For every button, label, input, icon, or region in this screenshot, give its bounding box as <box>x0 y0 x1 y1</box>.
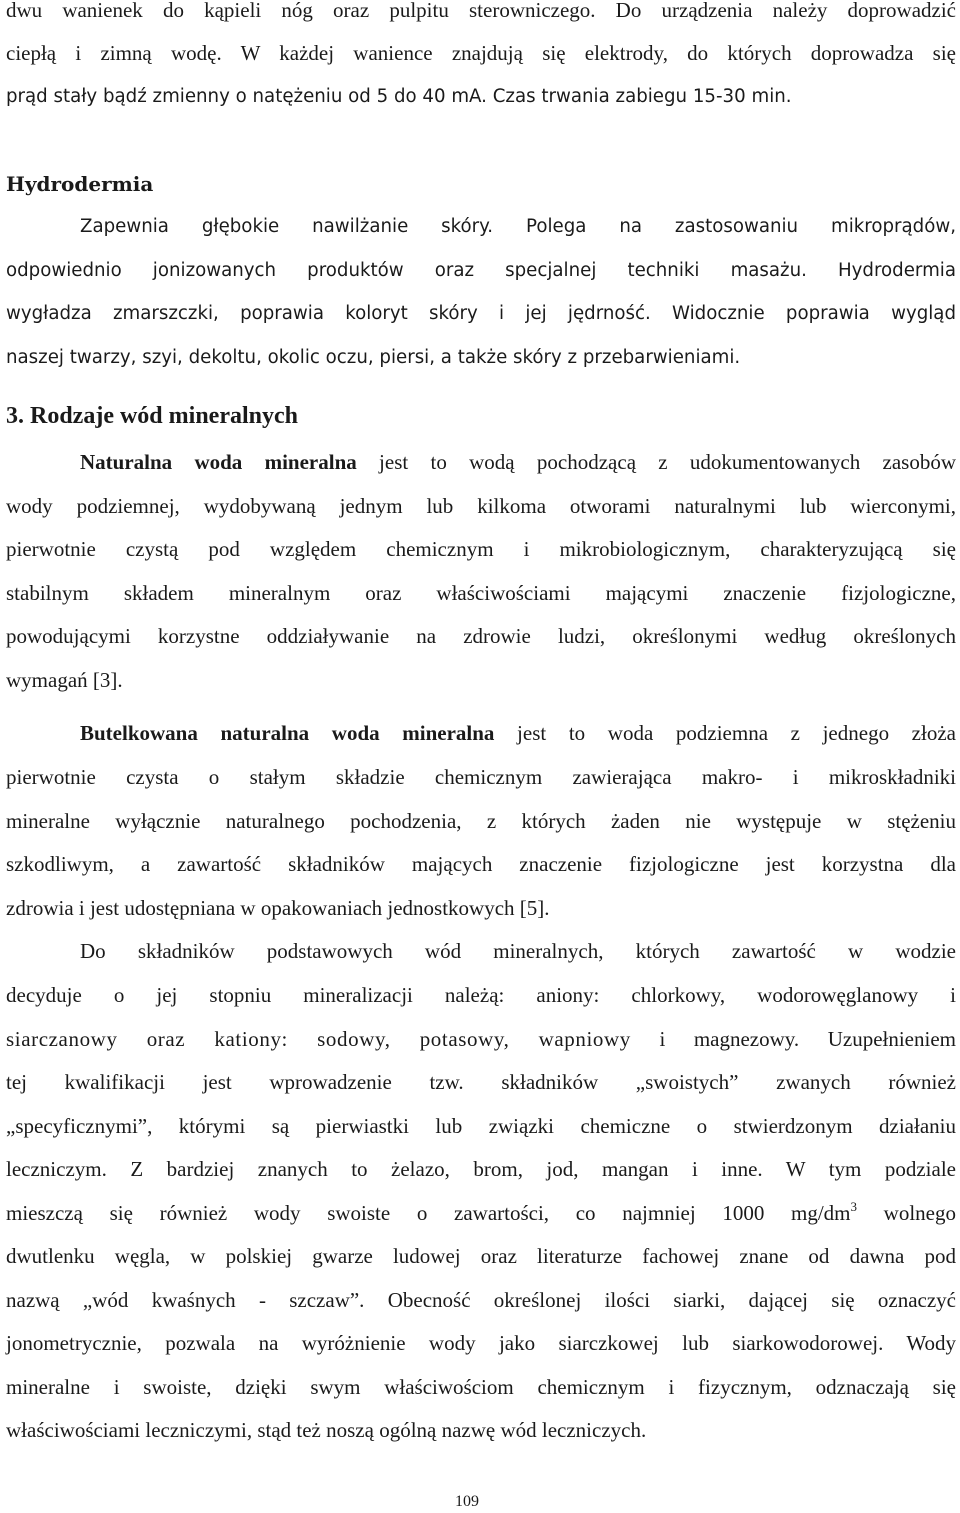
intro-line-2: ciepłą i zimną wodę. W każdej wanience znajdują się elektrody, do których doprowadza się <box>6 41 956 65</box>
p2-bold-term: Butelkowana naturalna woda mineralna <box>80 721 495 745</box>
p3-line-12: właściwościami leczniczymi, stąd też noszą ogólną nazwę wód leczniczych. <box>6 1418 647 1442</box>
p3-line-7a: mieszczą się również wody swoiste o zawartości, co najmniej 1000 mg/dm <box>6 1201 851 1225</box>
p1-first-rest: jest to wodą pochodzącą z udokumentowanych zasobów <box>356 450 956 474</box>
page-number: 109 <box>455 1493 479 1510</box>
intro-line-1: dwu wanienek do kąpieli nóg oraz pulpitu sterowniczego. Do urządzenia należy doprowadzić <box>6 0 956 22</box>
p3-line-8: dwutlenku węgla, w polskiej gwarze ludowej oraz literaturze fachowej znane od dawna pod <box>6 1244 956 1268</box>
p3-line-4: tej kwalifikacji jest wprowadzenie tzw. składników „swoistych” zwanych również <box>6 1070 956 1094</box>
p3-line-3b: i magnezowy. Uzupełnieniem <box>630 1027 956 1051</box>
p2-first-rest: jest to woda podziemna z jednego złoża <box>494 721 956 745</box>
hydrodermia-line-3: wygładza zmarszczki, poprawia koloryt skóry i jej jędrność. Widocznie poprawia wygląd <box>6 303 956 324</box>
p1-line-3: pierwotnie czystą pod względem chemicznym i mikrobiologicznym, charakteryzującą się <box>6 537 956 561</box>
superscript-3: 3 <box>850 1199 858 1214</box>
p3-line-6: leczniczym. Z bardziej znanych to żelazo, brom, jod, mangan i inne. W tym podziale <box>6 1157 956 1181</box>
p2-line-4: szkodliwym, a zawartość składników mających znaczenie fizjologiczne jest korzystna dla <box>6 852 956 876</box>
p3-line-7b: wolnego <box>857 1201 956 1225</box>
p3-line-11: mineralne i swoiste, dzięki swym właściwościom chemicznym i fizycznym, odznaczają się <box>6 1375 956 1399</box>
p3-line-9: nazwą „wód kwaśnych - szczaw”. Obecność określonej ilości siarki, dającej się oznaczyć <box>6 1288 956 1312</box>
p3-line-3a: siarczanowy oraz kationy: sodowy, potasowy, wapniowy <box>6 1027 631 1051</box>
p1-line-5: powodującymi korzystne oddziaływanie na zdrowie ludzi, określonymi według określonych <box>6 624 956 648</box>
p3-line-10: jonometrycznie, pozwala na wyróżnienie wody jako siarczkowej lub siarkowodorowej. Wody <box>6 1331 956 1355</box>
p1-line-6: wymagań [3]. <box>6 668 123 692</box>
p1-line-4: stabilnym składem mineralnym oraz właściwościami mającymi znaczenie fizjologiczne, <box>6 581 956 605</box>
p2-line-3: mineralne wyłącznie naturalnego pochodzenia, z których żaden nie występuje w stężeniu <box>6 809 956 833</box>
hydrodermia-line-4: naszej twarzy, szyi, dekoltu, okolic oczu, piersi, a także skóry z przebarwieniami. <box>6 347 741 368</box>
p3-line-7 <box>6 1199 956 1225</box>
p3-line-3 <box>6 1029 956 1050</box>
p1-line-2: wody podziemnej, wydobywaną jednym lub kilkoma otworami naturalnymi lub wierconymi, <box>6 494 956 518</box>
intro-line-3: prąd stały bądź zmienny o natężeniu od 5 do 40 mA. Czas trwania zabiegu 15-30 min. <box>6 86 792 107</box>
p3-line-1: Do składników podstawowych wód mineralnych, których zawartość w wodzie <box>80 939 956 963</box>
p2-line-5: zdrowia i jest udostępniana w opakowaniach jednostkowych [5]. <box>6 896 550 920</box>
p3-line-2: decyduje o jej stopniu mineralizacji należą: aniony: chlorkowy, wodorowęglanowy i <box>6 983 956 1007</box>
p2-line-2: pierwotnie czysta o stałym składzie chemicznym zawierająca makro- i mikroskładniki <box>6 765 956 789</box>
hydrodermia-heading: Hydrodermia <box>6 172 154 196</box>
p3-line-5: „specyficznymi”, którymi są pierwiastki lub związki chemiczne o stwierdzonym działaniu <box>6 1114 956 1138</box>
hydrodermia-line-1: Zapewnia głębokie nawilżanie skóry. Polega na zastosowaniu mikroprądów, <box>80 216 956 237</box>
p1-line-1 <box>6 452 956 473</box>
p2-line-1 <box>6 723 956 744</box>
hydrodermia-line-2: odpowiednio jonizowanych produktów oraz specjalnej techniki masażu. Hydrodermia <box>6 260 956 281</box>
section-heading: 3. Rodzaje wód mineralnych <box>6 403 298 429</box>
p1-bold-term: Naturalna woda mineralna <box>80 450 357 474</box>
